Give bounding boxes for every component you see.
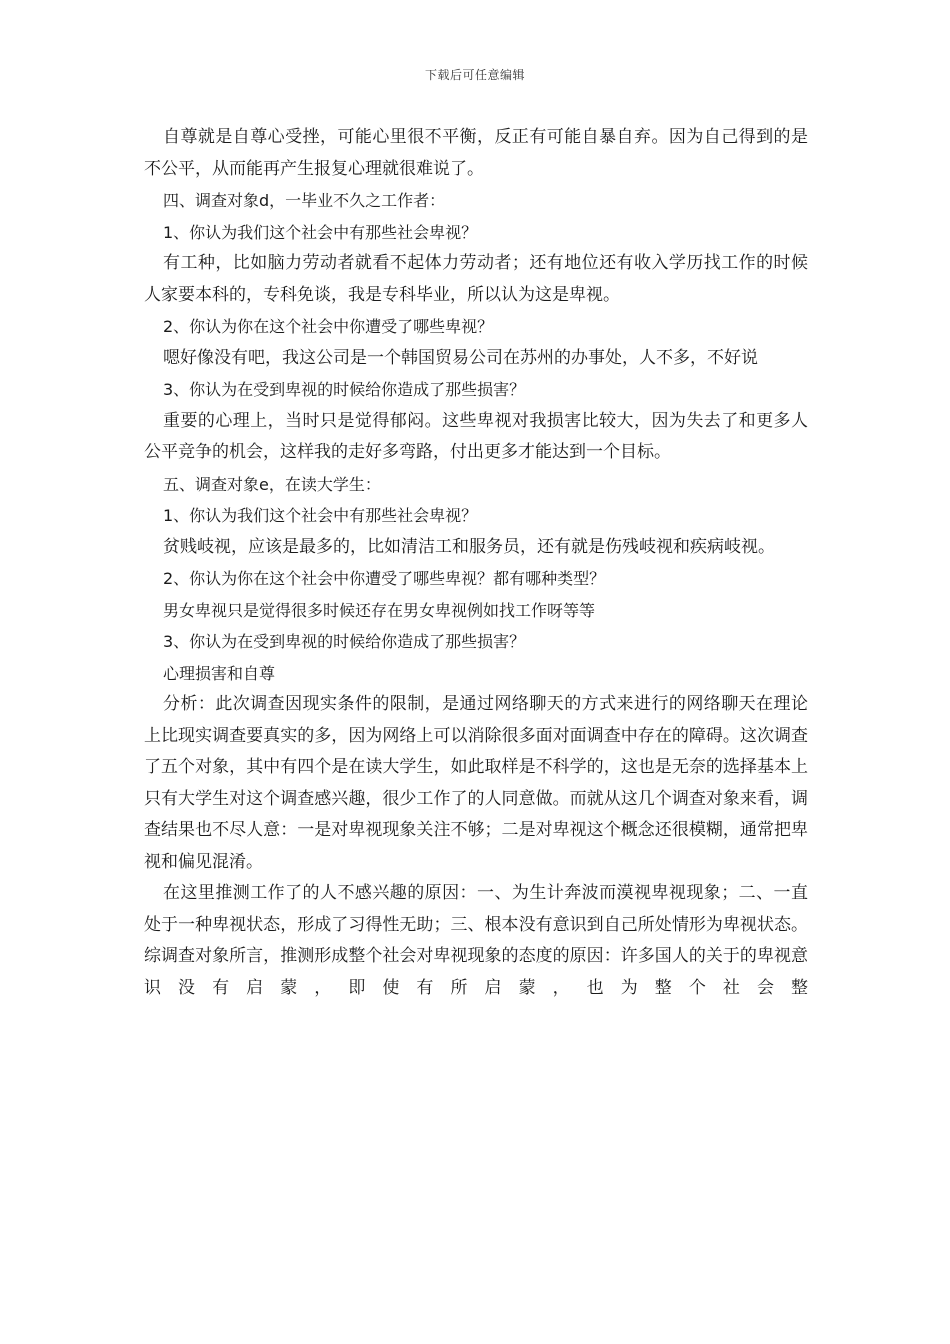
answer-d-3: 重要的心理上，当时只是觉得郁闷。这些卑视对我损害比较大，因为失去了和更多人公平竞争的机会，这样我的走好多弯路，付出更多才能达到一个目标。 [144,410,808,462]
page-header: 下载后可任意编辑 [424,68,525,82]
document-body [144,122,808,1004]
answer-d-2: 嗯好像没有吧，我这公司是一个韩国贸易公司在苏州的办事处，人不多，不好说 [163,347,758,368]
heading-subject-d: 四、调查对象d，一毕业不久之工作者： [163,191,446,210]
question-d-2: 2、你认为你在这个社会中你遭受了哪些卑视？ [163,317,494,336]
question-e-2: 2、你认为你在这个社会中你遭受了哪些卑视？都有哪种类型？ [163,569,606,588]
question-d-1: 1、你认为我们这个社会中有那些社会卑视？ [163,222,478,242]
speculation-paragraph: 在这里推测工作了的人不感兴趣的原因：一、为生计奔波而漠视卑视现象；二、一直处于一种卑视状态，形成了习得性无助；三、根本没有意识到自己所处情形为卑视状态。综调查对象所言，推测形成整个社会对卑视现象的态度的原因：许多国人的关于的卑视意识没有启蒙，即使有所启蒙，也为整个社会整 [144,883,808,998]
question-e-1: 1、你认为我们这个社会中有那些社会卑视？ [163,506,478,525]
answer-d-1: 有工种，比如脑力劳动者就看不起体力劳动者；还有地位还有收入学历找工作的时候人家要本科的，专科免谈，我是专科毕业，所以认为这是卑视。 [144,253,808,305]
question-e-3: 3、你认为在受到卑视的时候给你造成了那些损害？ [163,632,526,651]
answer-e-2: 男女卑视只是觉得很多时候还存在男女卑视例如找工作呀等等 [163,600,596,620]
paragraph-self-esteem: 自尊就是自尊心受挫，可能心里很不平衡，反正有可能自暴自弃。因为自己得到的是不公平，从而能再产生报复心理就很难说了。 [144,127,808,179]
answer-e-3: 心理损害和自尊 [163,663,276,683]
answer-e-1: 贫贱岐视，应该是最多的，比如清洁工和服务员，还有就是伤残岐视和疾病岐视。 [163,536,775,557]
question-d-3: 3、你认为在受到卑视的时候给你造成了那些损害？ [163,380,526,399]
heading-subject-e: 五、调查对象e，在读大学生： [163,474,381,494]
analysis-paragraph: 分析：此次调查因现实条件的限制，是通过网络聊天的方式来进行的网络聊天在理论上比现实调查要真实的多，因为网络上可以消除很多面对面调查中存在的障碍。这次调查了五个对象，其中有四个是在读大学生，如此取样是不科学的，这也是无奈的选择基本上只有大学生对这个调查感兴趣，很少工作了的人同意做。而就从这几个调查对象来看，调查结果也不尽人意：一是对卑视现象关注不够；二是对卑视这个概念还很模糊，通常把卑视和偏见混淆。 [144,694,808,872]
